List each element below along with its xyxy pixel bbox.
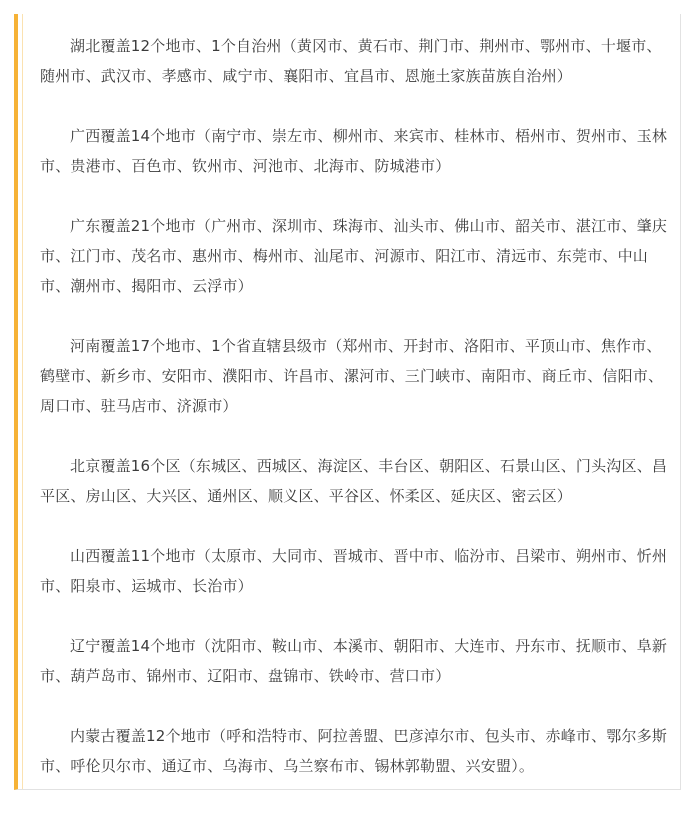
article-frame	[14, 14, 681, 790]
article-content	[40, 31, 668, 811]
paragraph-neimenggu: 内蒙古覆盖12个地市（呼和浩特市、阿拉善盟、巴彦淖尔市、包头市、赤峰市、鄂尔多斯市、呼伦贝尔市、通辽市、乌海市、乌兰察布市、锡林郭勒盟、兴安盟）。	[40, 727, 668, 775]
paragraph-guangxi: 广西覆盖14个地市（南宁市、崇左市、柳州市、来宾市、桂林市、梧州市、贺州市、玉林市、贵港市、百色市、钦州市、河池市、北海市、防城港市）	[40, 127, 668, 175]
paragraph-beijing: 北京覆盖16个区（东城区、西城区、海淀区、丰台区、朝阳区、石景山区、门头沟区、昌平区、房山区、大兴区、通州区、顺义区、平谷区、怀柔区、延庆区、密云区）	[40, 457, 668, 505]
paragraph-guangdong: 广东覆盖21个地市（广州市、深圳市、珠海市、汕头市、佛山市、韶关市、湛江市、肇庆市、江门市、茂名市、惠州市、梅州市、汕尾市、河源市、阳江市、清远市、东莞市、中山市、潮州市、揭阳市、云浮市）	[40, 217, 668, 295]
paragraph-henan: 河南覆盖17个地市、1个省直辖县级市（郑州市、开封市、洛阳市、平顶山市、焦作市、鹤壁市、新乡市、安阳市、濮阳市、许昌市、漯河市、三门峡市、南阳市、商丘市、信阳市、周口市、驻马店市、济源市）	[40, 337, 664, 415]
paragraph-hubei: 湖北覆盖12个地市、1个自治州（黄冈市、黄石市、荆门市、荆州市、鄂州市、十堰市、随州市、武汉市、孝感市、咸宁市、襄阳市、宜昌市、恩施土家族苗族自治州）	[40, 37, 662, 85]
paragraph-liaoning: 辽宁覆盖14个地市（沈阳市、鞍山市、本溪市、朝阳市、大连市、丹东市、抚顺市、阜新市、葫芦岛市、锦州市、辽阳市、盘锦市、铁岭市、营口市）	[40, 637, 668, 685]
paragraph-shanxi: 山西覆盖11个地市（太原市、大同市、晋城市、晋中市、临汾市、吕梁市、朔州市、忻州市、阳泉市、运城市、长治市）	[40, 547, 668, 595]
accent-bar	[22, 14, 23, 789]
